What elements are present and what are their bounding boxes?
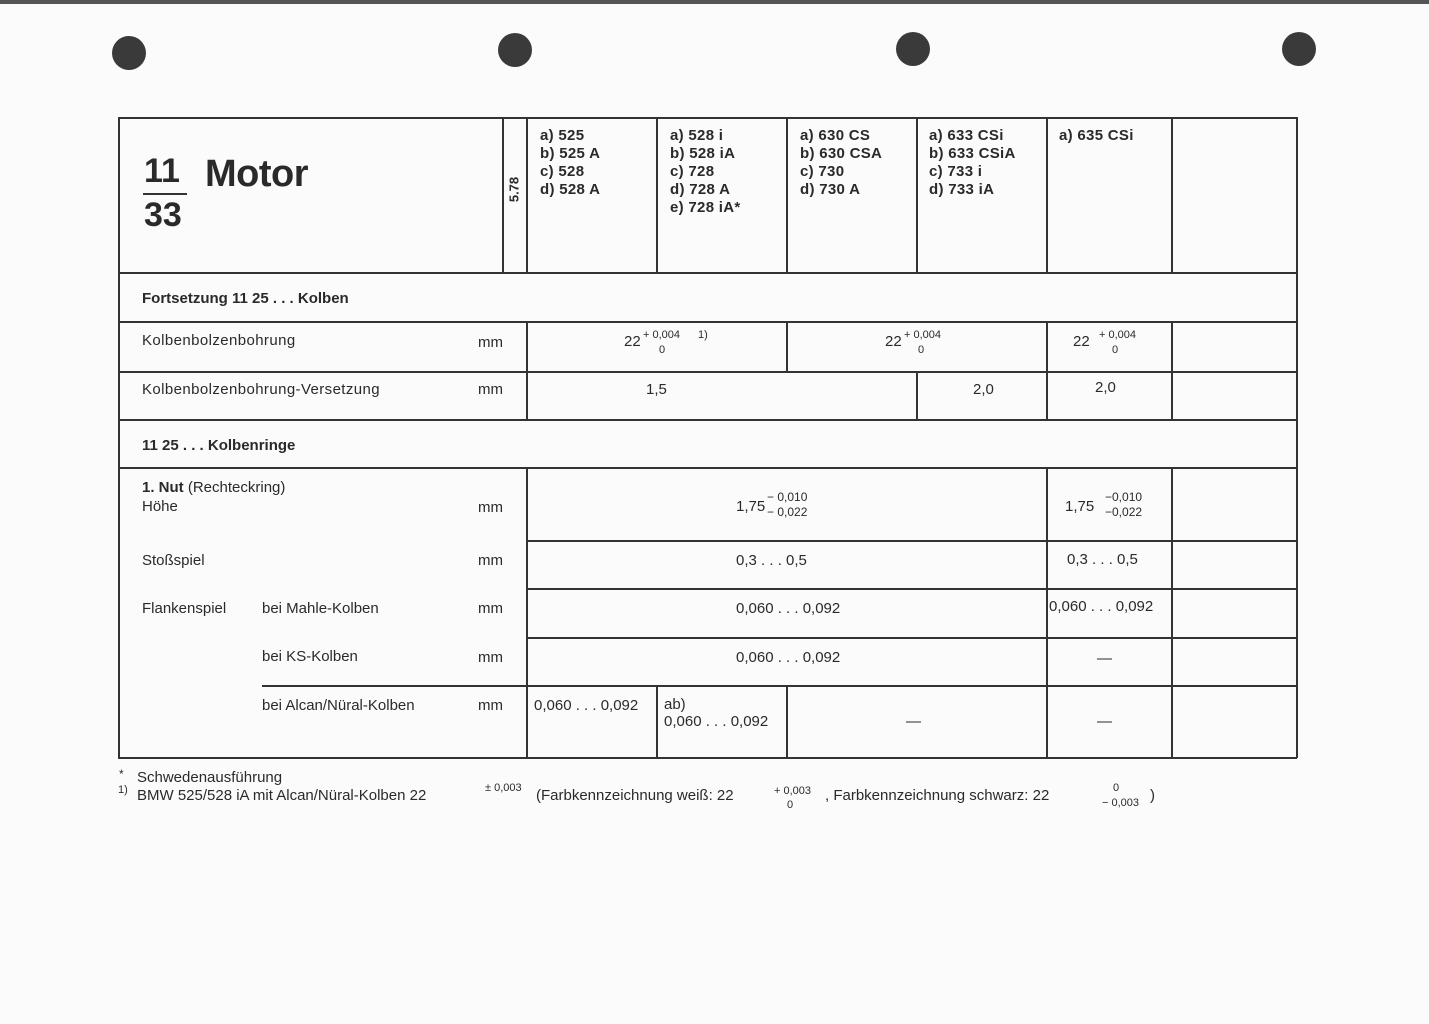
row-label-stossspiel: Stoßspiel	[142, 552, 205, 569]
row-label-bohrung: Kolbenbolzenbohrung	[142, 332, 296, 349]
row-sublabel-ks: bei KS-Kolben	[262, 648, 358, 665]
model-column-2: a) 528 i b) 528 iA c) 728 d) 728 A e) 728 iA*	[670, 127, 741, 216]
model-column-4: a) 633 CSi b) 633 CSiA c) 733 i d) 733 iA	[929, 127, 1016, 198]
value-ks-1: 0,060 . . . 0,092	[736, 649, 841, 666]
value-alcan-3: —	[906, 713, 921, 730]
row-label-hoehe: Höhe	[142, 498, 178, 515]
model-column-3: a) 630 CS b) 630 CSA c) 730 d) 730 A	[800, 127, 883, 198]
section-heading-kolbenringe: 11 25 . . . Kolbenringe	[142, 437, 296, 454]
row-label-versetzung: Kolbenbolzenbohrung-Versetzung	[142, 381, 381, 398]
model-column-5: a) 635 CSi	[1059, 127, 1134, 144]
value-alcan-1: 0,060 . . . 0,092	[534, 697, 639, 714]
row-sublabel-alcan: bei Alcan/Nüral-Kolben	[262, 697, 415, 714]
row-label-nut: 1. Nut (Rechteckring)	[142, 479, 286, 496]
group-number-divider	[143, 193, 187, 195]
model-column-1: a) 525 b) 525 A c) 528 d) 528 A	[540, 127, 601, 198]
group-number-top: 11	[144, 152, 180, 190]
value-ks-2: —	[1097, 650, 1112, 667]
value-alcan-2: 0,060 . . . 0,092	[664, 713, 769, 730]
value-mahle-1: 0,060 . . . 0,092	[736, 600, 841, 617]
section-heading-kolben: Fortsetzung 11 25 . . . Kolben	[142, 290, 349, 307]
footnote-one-mark: 1)	[118, 784, 128, 796]
punch-hole	[498, 33, 532, 67]
row-label-flankenspiel: Flankenspiel	[142, 600, 227, 617]
value-alcan-2-marker: ab)	[664, 696, 686, 713]
unit-mm: mm	[478, 499, 503, 516]
value-versetzung-2: 2,0	[973, 381, 994, 398]
unit-mm: mm	[478, 381, 503, 398]
unit-mm: mm	[478, 334, 503, 351]
unit-mm: mm	[478, 697, 503, 714]
footnote-one: BMW 525/528 iA mit Alcan/Nüral-Kolben 22 ± 0,003 (Farbkennzeichnung weiß: 22 + 0,003 0 , Farbkennzeichnung schwarz: 22 0 − 0,003 )	[137, 782, 1155, 811]
unit-mm: mm	[478, 649, 503, 666]
edition-date: 5.78	[506, 176, 522, 203]
value-stossspiel-2: 0,3 . . . 0,5	[1067, 551, 1138, 568]
footnote-star-text: Schwedenausführung	[137, 769, 283, 786]
row-sublabel-mahle: bei Mahle-Kolben	[262, 600, 379, 617]
punch-hole	[896, 32, 930, 66]
unit-mm: mm	[478, 552, 503, 569]
punch-hole	[112, 36, 146, 70]
value-versetzung-1: 1,5	[646, 381, 667, 398]
value-versetzung-3: 2,0	[1095, 379, 1116, 396]
unit-mm: mm	[478, 600, 503, 617]
punch-hole	[1282, 32, 1316, 66]
page-top-edge	[0, 0, 1429, 4]
value-alcan-4: —	[1097, 713, 1112, 730]
value-mahle-2: 0,060 . . . 0,092	[1049, 598, 1154, 615]
page-title: Motor	[205, 153, 309, 195]
footnote-star-mark: *	[119, 767, 124, 781]
group-number-bottom: 33	[144, 196, 182, 234]
value-stossspiel-1: 0,3 . . . 0,5	[736, 552, 807, 569]
